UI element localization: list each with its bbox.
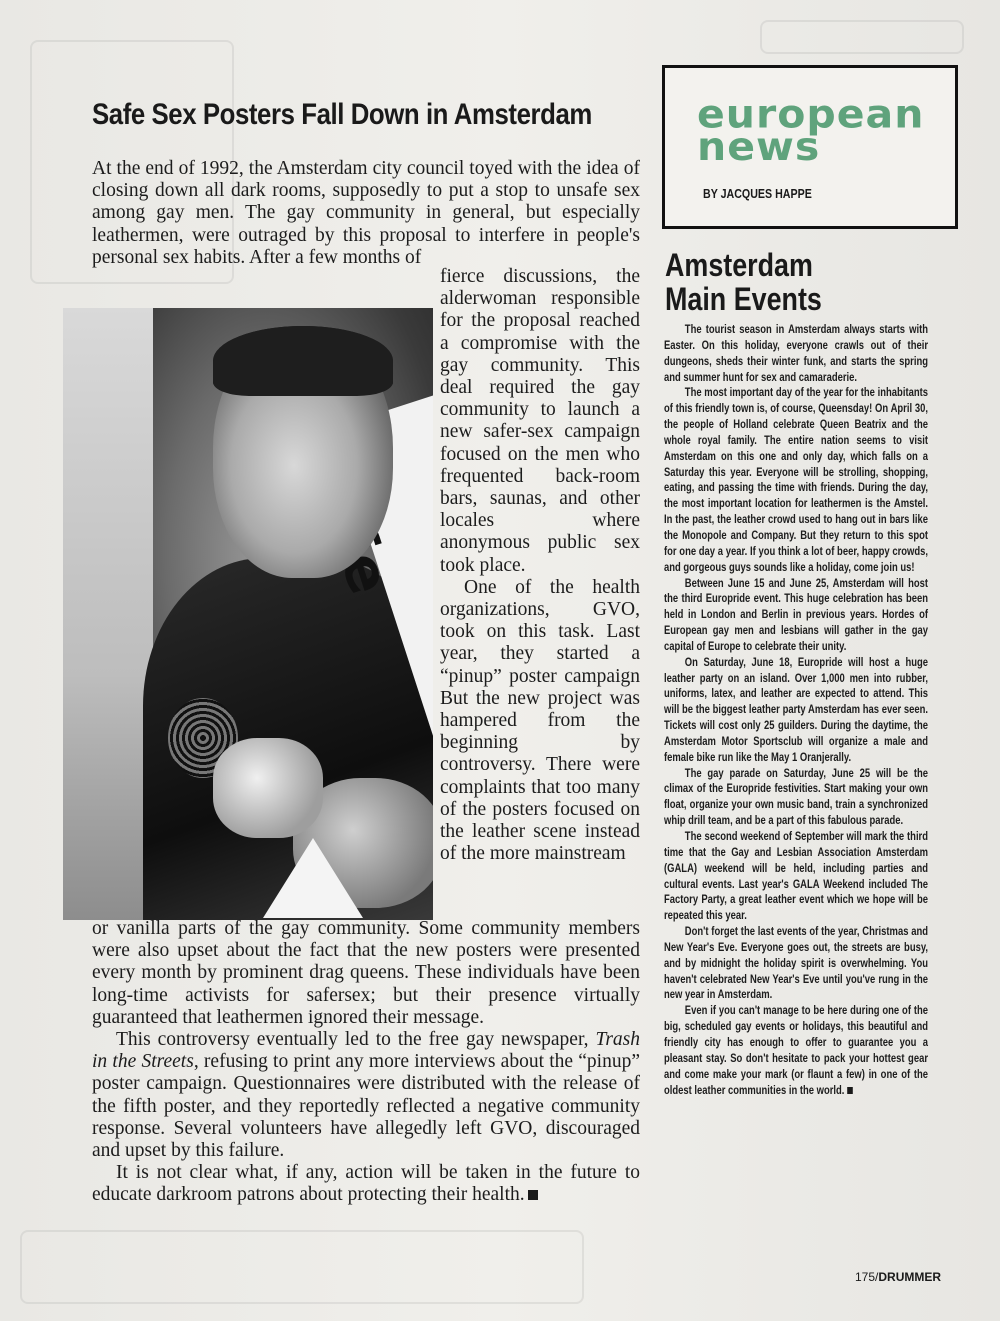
article-photo xyxy=(63,308,433,920)
text-span: , refusing to print any more interviews about the “pinup” poster campaign. Questionnaires were distributed with the release of the fifth poster, and they reportedly reflected a negative community response. Several volunteers have allegedly left GVO, discouraged and upset by this failure. xyxy=(92,1051,641,1162)
section-title xyxy=(697,91,957,170)
end-of-article-mark xyxy=(847,1087,853,1094)
end-of-article-mark xyxy=(528,1190,538,1200)
sidebar-heading-line: Amsterdam xyxy=(665,247,813,283)
page-folio xyxy=(855,1270,941,1284)
sidebar-paragraph: The tourist season in Amsterdam always starts with Easter. On this holiday, everyone crawls out of their dungeons, sheds their winter funk, and starts the spring and summer hunt for sex and camaraderie. xyxy=(664,322,928,384)
byline: BY JACQUES HAPPE xyxy=(703,186,812,201)
magazine-name: DRUMMER xyxy=(878,1270,942,1284)
sidebar-paragraph: The second weekend of September will mark the third time that the Gay and Lesbian Association Amsterdam (GALA) weekend will be held, including parties and cultural events. Last year's GALA Weekend included The Factory Party, a great leather event which we hope will be repeated this year. xyxy=(664,829,928,923)
article-closing-paragraph xyxy=(92,1162,640,1206)
photo-fist xyxy=(213,738,323,838)
article-narrow-column xyxy=(440,266,640,865)
sidebar-paragraph: Between June 15 and June 25, Amsterdam will host the third Europride event. This huge celebration has been held in London and Berlin in previous years. Hordes of European gay men and lesbians will gather in the gay capital of Europe to celebrate their unity. xyxy=(664,575,928,653)
sidebar-paragraph: On Saturday, June 18, Europride will host a huge leather party on an island. Over 1,000 men into rubber, uniforms, latex, and leather are expected to attend. This will be the biggest leather party Amsterdam has ever seen. Tickets will cost only 25 guilders. During the daytime, the Amsterdam Motor Sportsclub will organize a male and female bike run like the May 1 Oranjerally. xyxy=(664,654,928,764)
sidebar-body xyxy=(664,322,928,1098)
page-number: 175/ xyxy=(855,1270,879,1284)
article-paragraph: One of the health organizations, GVO, took on this task. Last year, they started a “pinup” poster campaign But the new project was hampered from the beginning by controversy. There were complaints that too many of the posters focused on the leather scene instead of the more mainstream xyxy=(440,576,640,865)
photo-star-shape xyxy=(263,838,363,918)
photo-hair-top xyxy=(213,326,393,396)
section-title-line: european xyxy=(697,91,925,137)
bleed-through-shape xyxy=(20,1230,584,1304)
article-paragraph: or vanilla parts of the gay community. Some community members were also upset about the fact that the new posters were presented every month by prominent drag queens. These individuals have been long-time activists for safersex; but their presence virtually guaranteed that leathermen ignored their message. xyxy=(92,918,640,1028)
sidebar-heading-line: Main Events xyxy=(665,281,822,317)
text-span: Even if you can't manage to be here during one of the big, scheduled gay events or holidays, this beautiful and friendly city has enough to offer to guarantee you a pleasant stay. So don't hesitate to pack your hottest gear and come make your mark (or flaunt a few) in one of the oldest leather communities in the world. xyxy=(664,1003,928,1097)
newspaper-title: Trash in the Streets xyxy=(92,1029,640,1073)
article-lead-paragraph: At the end of 1992, the Amsterdam city council toyed with the idea of closing down all dark rooms, supposedly to put a stop to unsafe sex among gay men. The gay community in general, but especially leathermen, were outraged by this proposal to interfere in people's personal sex habits. After a few months of xyxy=(92,158,640,268)
sidebar-heading xyxy=(665,248,900,316)
section-header-box xyxy=(662,65,958,229)
section-title-line: news xyxy=(697,123,821,170)
article-full-width-continuation xyxy=(92,918,640,1207)
article-paragraph: fierce discussions, the alderwoman responsible for the proposal reached a compromise with the gay community. This deal required the gay community to launch a new safer-sex campaign focused on the men who frequented back-room bars, saunas, and other locales where anonymous public sex took place. xyxy=(440,266,640,576)
photo-background-wall xyxy=(63,308,153,920)
article-paragraph xyxy=(92,1029,640,1162)
text-span: It is not clear what, if any, action will be taken in the future to educate darkroom patrons about protecting their health. xyxy=(92,1162,640,1206)
bleed-through-shape xyxy=(760,20,964,54)
sidebar-paragraph: Don't forget the last events of the year, Christmas and New Year's Eve. Everyone goes out, the streets are busy, and by midnight the holiday spirit is overwhelming. You haven't celebrated New Year's Eve until you've rung in the new year in Amsterdam. xyxy=(664,924,928,1002)
article-title: Safe Sex Posters Fall Down in Amsterdam xyxy=(92,98,592,131)
text-span: This controversy eventually led to the free gay newspaper, xyxy=(116,1029,596,1051)
sidebar-paragraph xyxy=(664,1003,928,1098)
sidebar-paragraph: The most important day of the year for the inhabitants of this friendly town is, of course, Queensday! On April 30, the people of Holland celebrate Queen Beatrix and the whole royal family. The entire nation seems to visit Amsterdam on this one and only day, which falls on a Saturday this year. Everyone will be strolling, shopping, eating, and passing the time with friends. During the day, the most important location for leathermen is the Amstel. In the past, the leather crowd used to hang out in bars like the Monopole and Company. But they return to this spot for one day a year. If you think a lot of beer, happy crowds, and gorgeous guys sounds like a holiday, come join us! xyxy=(664,385,928,574)
sidebar-paragraph: The gay parade on Saturday, June 25 will be the climax of the Europride festivities. Start making your own float, organize your own music band, train a synchronized whip drill team, and be a part of this fabulous parade. xyxy=(664,765,928,828)
